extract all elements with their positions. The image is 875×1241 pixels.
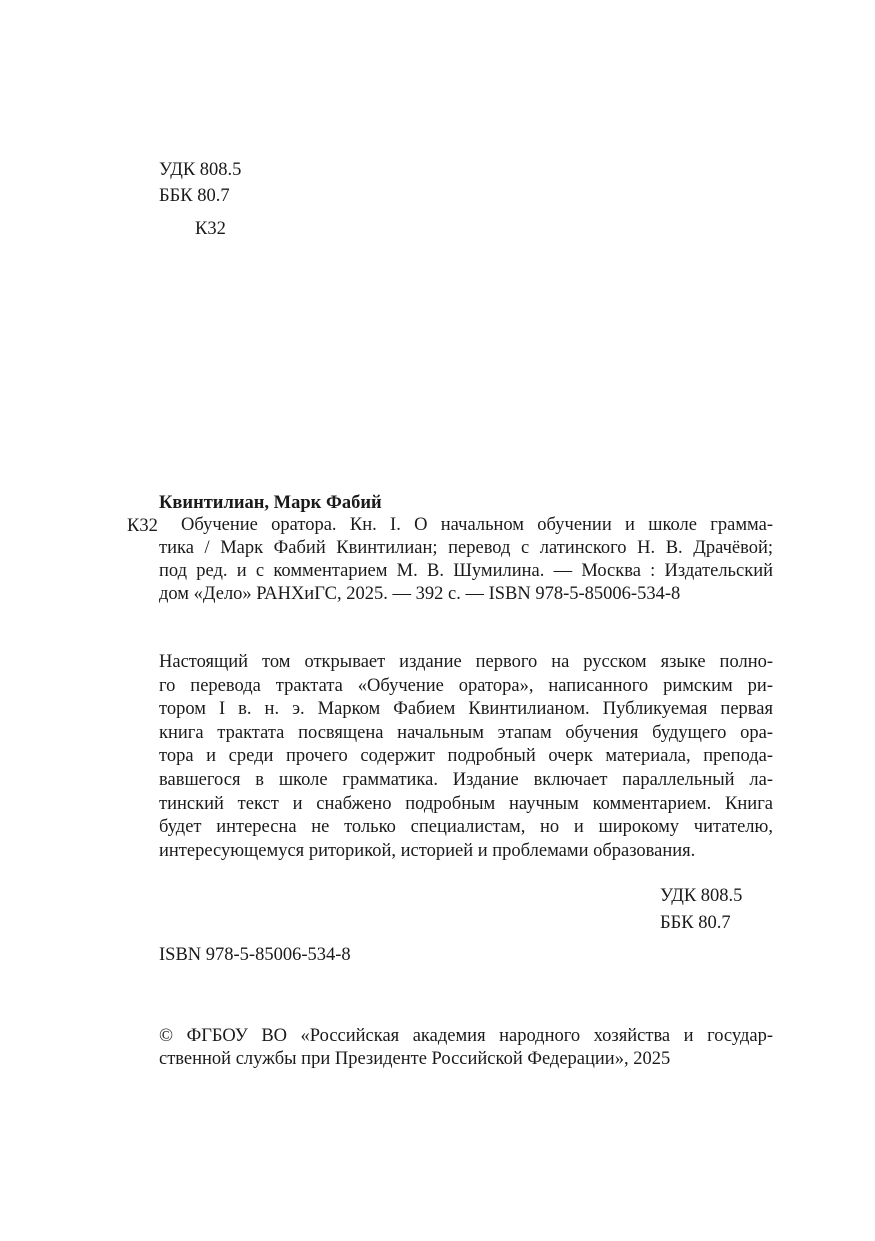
annotation-line: интересующемуся риторикой, историей и проблемами образования. bbox=[159, 840, 696, 861]
bbk-bottom: ББК 80.7 bbox=[660, 913, 731, 933]
udk-top: УДК 808.5 bbox=[159, 160, 242, 180]
annotation-paragraph bbox=[159, 651, 773, 863]
cutter-mark-record: К32 bbox=[127, 516, 158, 536]
cutter-mark-top: К32 bbox=[195, 219, 226, 239]
biblio-line: Обучение оратора. Кн. I. О начальном обучении и школе грамма- bbox=[181, 515, 773, 535]
annotation-line: тинский текст и снабжено подробным научным комментарием. Книга bbox=[159, 793, 773, 814]
annotation-line: Настоящий том открывает издание первого на русском языке полно- bbox=[159, 652, 773, 672]
biblio-line: под ред. и с комментарием М. В. Шумилина. — Москва : Издательский bbox=[159, 561, 773, 581]
annotation-line: го перевода трактата «Обучение оратора», написанного римским ри- bbox=[159, 675, 773, 696]
annotation-line: вавшегося в школе грамматика. Издание включает параллельный ла- bbox=[159, 769, 773, 790]
bibliographic-description bbox=[159, 514, 773, 606]
annotation-line: будет интересна не только специалистам, но и широкому читателю, bbox=[159, 817, 773, 838]
biblio-line: тика / Марк Фабий Квинтилиан; перевод с латинского Н. В. Драчёвой; bbox=[159, 538, 773, 558]
udk-bottom: УДК 808.5 bbox=[660, 886, 743, 906]
copyright-line: © ФГБОУ ВО «Российская академия народного хозяйства и государ- bbox=[159, 1026, 773, 1046]
annotation-line: тора и среди прочего содержит подробный очерк материала, препода- bbox=[159, 746, 773, 767]
annotation-line: тором I в. н. э. Марком Фабием Квинтилианом. Публикуемая первая bbox=[159, 699, 773, 720]
biblio-line: дом «Дело» РАНХиГС, 2025. — 392 с. — ISBN 978-5-85006-534-8 bbox=[159, 584, 681, 604]
isbn: ISBN 978-5-85006-534-8 bbox=[159, 945, 351, 965]
copyright-line: ственной службы при Президенте Российской Федерации», 2025 bbox=[159, 1049, 671, 1069]
copyright-notice bbox=[159, 1025, 773, 1071]
bbk-top: ББК 80.7 bbox=[159, 186, 230, 206]
annotation-line: книга трактата посвящена начальным этапам обучения будущего ора- bbox=[159, 722, 773, 743]
author-heading: Квинтилиан, Марк Фабий bbox=[159, 493, 382, 513]
